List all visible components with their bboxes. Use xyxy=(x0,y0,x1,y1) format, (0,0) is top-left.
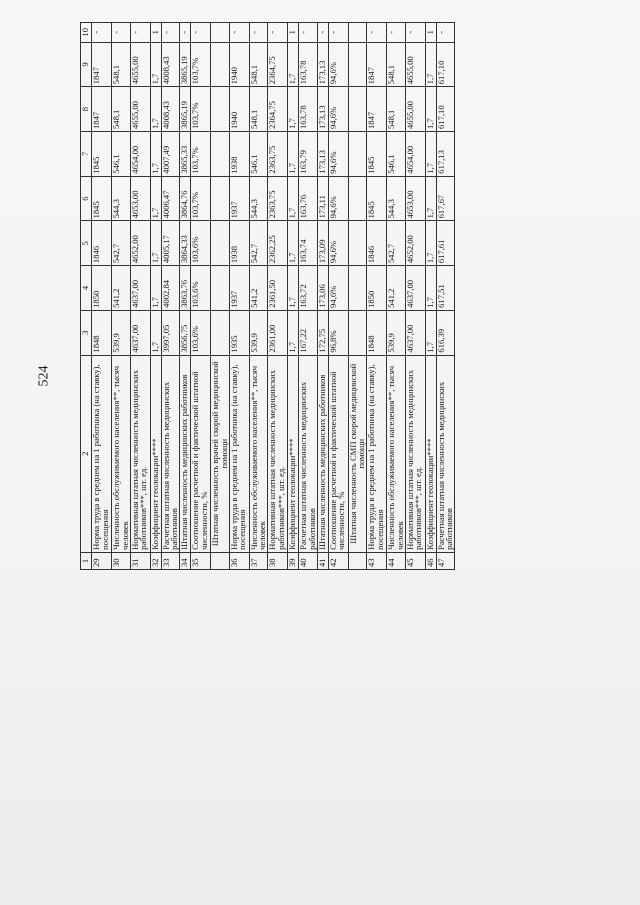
table-row xyxy=(112,23,131,570)
value-cell: 4655,00 xyxy=(405,87,425,132)
value-cell: 3856,75 xyxy=(180,310,191,355)
value-cell: 3997,05 xyxy=(161,310,180,355)
row-number: 35 xyxy=(191,552,211,569)
value-cell: - xyxy=(268,23,288,43)
value-cell: 1,7 xyxy=(425,42,436,87)
row-label: Расчетная штатная численность медицинских работников xyxy=(436,355,455,552)
empty-cell xyxy=(211,266,230,311)
value-cell: 617,51 xyxy=(436,266,455,311)
value-cell: 546,1 xyxy=(387,131,406,176)
value-cell: 3865,19 xyxy=(180,87,191,132)
value-cell: 94,6% xyxy=(328,87,348,132)
value-cell: 173,06 xyxy=(317,266,328,311)
table-row xyxy=(425,23,436,570)
section-index-cell xyxy=(211,552,230,569)
value-cell: 1,7 xyxy=(150,87,161,132)
value-cell: 1,7 xyxy=(425,131,436,176)
value-cell: 4655,00 xyxy=(405,42,425,87)
value-cell: 173,13 xyxy=(317,42,328,87)
empty-cell xyxy=(348,310,367,355)
value-cell: 163,79 xyxy=(299,131,318,176)
value-cell: - xyxy=(191,23,211,43)
empty-cell xyxy=(211,176,230,221)
value-cell: 94,6% xyxy=(328,42,348,87)
row-number: 39 xyxy=(288,552,299,569)
value-cell: 1,7 xyxy=(425,87,436,132)
value-cell: 1937 xyxy=(229,176,249,221)
value-cell: 1,7 xyxy=(425,221,436,266)
value-cell: 1,7 xyxy=(150,221,161,266)
empty-cell xyxy=(211,221,230,266)
value-cell: 1848 xyxy=(92,310,112,355)
value-cell: - xyxy=(367,23,387,43)
value-cell: 1846 xyxy=(367,221,387,266)
value-cell: 4652,00 xyxy=(405,221,425,266)
value-cell: 548,1 xyxy=(387,87,406,132)
value-cell: 4653,00 xyxy=(405,176,425,221)
value-cell: - xyxy=(112,23,131,43)
section-header-row xyxy=(348,23,367,570)
value-cell: 103,7% xyxy=(191,42,211,87)
value-cell: 1,7 xyxy=(288,176,299,221)
value-cell: 173,11 xyxy=(317,176,328,221)
value-cell: 617,61 xyxy=(436,221,455,266)
value-cell: 1 xyxy=(150,23,161,43)
row-number: 36 xyxy=(229,552,249,569)
value-cell: 4653,00 xyxy=(130,176,150,221)
value-cell: 1,7 xyxy=(150,310,161,355)
value-cell: 2361,50 xyxy=(268,266,288,311)
value-cell: 173,13 xyxy=(317,131,328,176)
table-row xyxy=(150,23,161,570)
row-number: 41 xyxy=(317,552,328,569)
value-cell: 541,2 xyxy=(249,266,268,311)
value-cell: 2363,75 xyxy=(268,131,288,176)
value-cell: - xyxy=(249,23,268,43)
value-cell: 4007,49 xyxy=(161,131,180,176)
value-cell: 173,13 xyxy=(317,87,328,132)
value-cell: - xyxy=(328,23,348,43)
value-cell: 541,2 xyxy=(387,266,406,311)
value-cell: 167,22 xyxy=(299,310,318,355)
row-label: Численность обслуживаемого населения**, тысяч человек xyxy=(387,355,406,552)
value-cell: 103,7% xyxy=(191,131,211,176)
value-cell: 1,7 xyxy=(288,221,299,266)
value-cell: 1,7 xyxy=(288,131,299,176)
value-cell: 617,13 xyxy=(436,131,455,176)
value-cell: 3864,76 xyxy=(180,176,191,221)
value-cell: 1938 xyxy=(229,131,249,176)
value-cell: 96,8% xyxy=(328,310,348,355)
value-cell: 548,1 xyxy=(387,42,406,87)
section-title: Штатная численность СМП скорой медицинской помощи xyxy=(348,355,367,552)
value-cell: 617,10 xyxy=(436,42,455,87)
row-label: Нормативная штатная численность медицинских работников***, шт. ед. xyxy=(268,355,288,552)
value-cell: 1847 xyxy=(367,87,387,132)
value-cell: 542,7 xyxy=(249,221,268,266)
value-cell: 3865,19 xyxy=(180,42,191,87)
value-cell: 1848 xyxy=(367,310,387,355)
page-number: 524 xyxy=(36,365,52,387)
row-label: Коэффициент геолокации**** xyxy=(425,355,436,552)
value-cell: 1,7 xyxy=(425,310,436,355)
empty-cell xyxy=(211,23,230,43)
table-row xyxy=(367,23,387,570)
empty-cell xyxy=(211,42,230,87)
rotated-table-area xyxy=(80,27,610,588)
table-row xyxy=(405,23,425,570)
value-cell: - xyxy=(130,23,150,43)
table-row xyxy=(249,23,268,570)
value-cell: 1845 xyxy=(92,131,112,176)
section-index-cell xyxy=(348,552,367,569)
value-cell: 1940 xyxy=(229,87,249,132)
value-cell: 103,6% xyxy=(191,310,211,355)
value-cell: 1940 xyxy=(229,42,249,87)
header-cell: 9 xyxy=(81,42,92,87)
row-label: Коэффициент геолокации**** xyxy=(150,355,161,552)
value-cell: 616,39 xyxy=(436,310,455,355)
row-number: 29 xyxy=(92,552,112,569)
value-cell: 2364,75 xyxy=(268,87,288,132)
value-cell: 4654,00 xyxy=(405,131,425,176)
value-cell: 4655,00 xyxy=(130,87,150,132)
empty-cell xyxy=(348,266,367,311)
value-cell: 94,6% xyxy=(328,176,348,221)
value-cell: 4637,00 xyxy=(405,310,425,355)
row-label: Норма труда в среднем на 1 работника (на ставку), посещения xyxy=(367,355,387,552)
row-label: Норма труда в среднем на 1 работника (на ставку), посещения xyxy=(92,355,112,552)
table-row xyxy=(317,23,328,570)
table-row xyxy=(92,23,112,570)
value-cell: 1935 xyxy=(229,310,249,355)
row-label: Соотношение расчетной и фактической штатной численности, % xyxy=(191,355,211,552)
value-cell: 1,7 xyxy=(150,131,161,176)
value-cell: 548,1 xyxy=(112,42,131,87)
row-number: 43 xyxy=(367,552,387,569)
value-cell: - xyxy=(317,23,328,43)
value-cell: 539,9 xyxy=(112,310,131,355)
value-cell: 1,7 xyxy=(150,266,161,311)
value-cell: 94,6% xyxy=(328,266,348,311)
empty-cell xyxy=(348,87,367,132)
value-cell: - xyxy=(405,23,425,43)
value-cell: 163,72 xyxy=(299,266,318,311)
value-cell: 617,10 xyxy=(436,87,455,132)
value-cell: 1846 xyxy=(92,221,112,266)
table-container xyxy=(80,22,610,570)
empty-cell xyxy=(211,87,230,132)
value-cell: 163,76 xyxy=(299,176,318,221)
value-cell: 541,2 xyxy=(112,266,131,311)
row-label: Соотношение расчетной и фактической штатной численности, % xyxy=(328,355,348,552)
header-cell: 5 xyxy=(81,221,92,266)
value-cell: 1845 xyxy=(92,176,112,221)
row-label: Численность обслуживаемого населения**, тысяч человек xyxy=(112,355,131,552)
value-cell: 1845 xyxy=(367,131,387,176)
value-cell: 4654,00 xyxy=(130,131,150,176)
empty-cell xyxy=(348,221,367,266)
empty-cell xyxy=(211,131,230,176)
empty-cell xyxy=(348,42,367,87)
row-number: 38 xyxy=(268,552,288,569)
section-header-row xyxy=(211,23,230,570)
value-cell: - xyxy=(436,23,455,43)
value-cell: 94,6% xyxy=(328,131,348,176)
row-number: 34 xyxy=(180,552,191,569)
row-label: Штатная численность медицинских работников xyxy=(180,355,191,552)
value-cell: - xyxy=(299,23,318,43)
value-cell: 2364,75 xyxy=(268,42,288,87)
staffing-table xyxy=(80,22,455,570)
value-cell: 4655,00 xyxy=(130,42,150,87)
table-row xyxy=(299,23,318,570)
row-number: 46 xyxy=(425,552,436,569)
value-cell: 3864,33 xyxy=(180,221,191,266)
value-cell: 1,7 xyxy=(288,310,299,355)
value-cell: 4002,84 xyxy=(161,266,180,311)
section-title: Штатная численность врачей скорой медицинской помощи xyxy=(211,355,230,552)
value-cell: 548,1 xyxy=(112,87,131,132)
value-cell: 173,09 xyxy=(317,221,328,266)
row-label: Коэффициент геолокации**** xyxy=(288,355,299,552)
value-cell: 546,1 xyxy=(112,131,131,176)
table-row xyxy=(130,23,150,570)
value-cell: 542,7 xyxy=(112,221,131,266)
value-cell: 94,6% xyxy=(328,221,348,266)
table-row xyxy=(436,23,455,570)
table-row xyxy=(328,23,348,570)
row-label: Расчетная штатная численность медицинских работников xyxy=(299,355,318,552)
row-label: Численность обслуживаемого населения**, тысяч человек xyxy=(249,355,268,552)
value-cell: 544,3 xyxy=(387,176,406,221)
value-cell: 4637,00 xyxy=(405,266,425,311)
table-row xyxy=(387,23,406,570)
header-cell: 3 xyxy=(81,310,92,355)
value-cell: 544,3 xyxy=(249,176,268,221)
value-cell: 1,7 xyxy=(288,87,299,132)
row-number: 31 xyxy=(130,552,150,569)
value-cell: 1,7 xyxy=(425,266,436,311)
value-cell: 4637,00 xyxy=(130,310,150,355)
value-cell: 539,9 xyxy=(387,310,406,355)
value-cell: - xyxy=(229,23,249,43)
empty-cell xyxy=(348,131,367,176)
value-cell: 1,7 xyxy=(150,176,161,221)
value-cell: 163,74 xyxy=(299,221,318,266)
value-cell: 1,7 xyxy=(425,176,436,221)
row-number: 32 xyxy=(150,552,161,569)
value-cell: 1,7 xyxy=(288,266,299,311)
value-cell: 172,75 xyxy=(317,310,328,355)
value-cell: 617,67 xyxy=(436,176,455,221)
value-cell: 2361,00 xyxy=(268,310,288,355)
value-cell: - xyxy=(161,23,180,43)
value-cell: 1 xyxy=(425,23,436,43)
table-header-row xyxy=(81,23,92,570)
row-number: 40 xyxy=(299,552,318,569)
value-cell: 103,7% xyxy=(191,87,211,132)
value-cell: 1847 xyxy=(367,42,387,87)
row-number: 37 xyxy=(249,552,268,569)
value-cell: 539,9 xyxy=(249,310,268,355)
value-cell: 2362,25 xyxy=(268,221,288,266)
table-row xyxy=(191,23,211,570)
value-cell: 1938 xyxy=(229,221,249,266)
empty-cell xyxy=(348,23,367,43)
value-cell: 1850 xyxy=(367,266,387,311)
table-row xyxy=(288,23,299,570)
row-number: 33 xyxy=(161,552,180,569)
header-cell: 6 xyxy=(81,176,92,221)
empty-cell xyxy=(348,176,367,221)
value-cell: - xyxy=(387,23,406,43)
value-cell: 163,78 xyxy=(299,42,318,87)
row-label: Нормативная штатная численность медицинских работников***, шт. ед. xyxy=(130,355,150,552)
value-cell: 4637,00 xyxy=(130,266,150,311)
value-cell: 1847 xyxy=(92,87,112,132)
table-row xyxy=(180,23,191,570)
header-cell: 2 xyxy=(81,355,92,552)
value-cell: 544,3 xyxy=(112,176,131,221)
value-cell: 1,7 xyxy=(150,42,161,87)
value-cell: 3863,76 xyxy=(180,266,191,311)
header-cell: 8 xyxy=(81,87,92,132)
header-cell: 7 xyxy=(81,131,92,176)
table-row xyxy=(268,23,288,570)
header-cell: 1 xyxy=(81,552,92,569)
value-cell: 163,78 xyxy=(299,87,318,132)
value-cell: 542,7 xyxy=(387,221,406,266)
row-number: 30 xyxy=(112,552,131,569)
value-cell: 1937 xyxy=(229,266,249,311)
table-row xyxy=(229,23,249,570)
value-cell: 2363,75 xyxy=(268,176,288,221)
value-cell: 103,6% xyxy=(191,221,211,266)
table-row xyxy=(161,23,180,570)
value-cell: 1845 xyxy=(367,176,387,221)
row-label: Нормативная штатная численность медицинских работников***, шт. ед. xyxy=(405,355,425,552)
value-cell: 548,1 xyxy=(249,42,268,87)
value-cell: 4008,43 xyxy=(161,42,180,87)
value-cell: - xyxy=(92,23,112,43)
row-number: 44 xyxy=(387,552,406,569)
value-cell: 3865,33 xyxy=(180,131,191,176)
value-cell: 4005,17 xyxy=(161,221,180,266)
value-cell: 548,1 xyxy=(249,87,268,132)
row-label: Норма труда в среднем на 1 работника (на ставку), посещения xyxy=(229,355,249,552)
row-number: 42 xyxy=(328,552,348,569)
empty-cell xyxy=(211,310,230,355)
row-number: 45 xyxy=(405,552,425,569)
row-number: 47 xyxy=(436,552,455,569)
row-label: Расчетная штатная численность медицинских работников xyxy=(161,355,180,552)
header-cell: 10 xyxy=(81,23,92,43)
value-cell: 103,7% xyxy=(191,176,211,221)
value-cell: - xyxy=(180,23,191,43)
value-cell: 1,7 xyxy=(288,42,299,87)
value-cell: 1847 xyxy=(92,42,112,87)
value-cell: 1 xyxy=(288,23,299,43)
value-cell: 103,6% xyxy=(191,266,211,311)
value-cell: 4008,43 xyxy=(161,87,180,132)
value-cell: 546,1 xyxy=(249,131,268,176)
value-cell: 1850 xyxy=(92,266,112,311)
row-label: Штатная численность медицинских работников xyxy=(317,355,328,552)
value-cell: 4006,47 xyxy=(161,176,180,221)
header-cell: 4 xyxy=(81,266,92,311)
value-cell: 4652,00 xyxy=(130,221,150,266)
